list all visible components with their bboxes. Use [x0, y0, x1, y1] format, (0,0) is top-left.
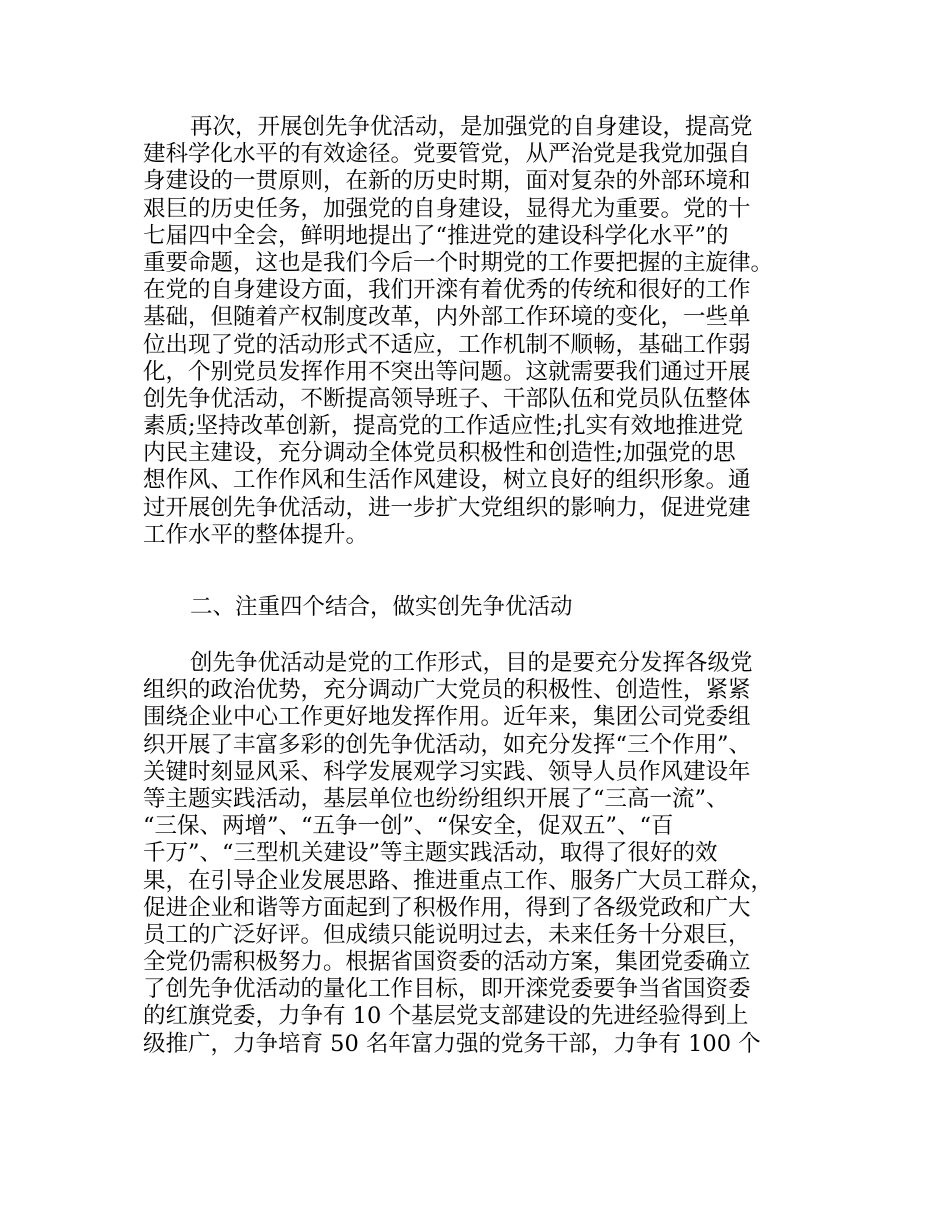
- paragraph-line: 创先争优活动，不断提高领导班子、干部队伍和党员队伍整体: [143, 385, 751, 412]
- section-heading-text: 二、注重四个结合，做实创先争优活动: [190, 594, 573, 620]
- paragraph-line: 再次，开展创先争优活动，是加强党的自身建设，提高党: [190, 114, 753, 140]
- paragraph-line: 在党的自身建设方面，我们开滦有着优秀的传统和很好的工作: [143, 277, 751, 304]
- paragraph-line: 工作水平的整体提升。: [143, 521, 369, 548]
- paragraph-line: 了创先争优活动的量化工作目标，即开滦党委要争当省国资委: [143, 976, 751, 1003]
- paragraph-line: 千万”、“三型机关建设”等主题实践活动，取得了很好的效: [143, 840, 718, 867]
- paragraph-line: 员工的广泛好评。但成绩只能说明过去，未来任务十分艰巨，: [143, 921, 751, 948]
- paragraph-line: 重要命题，这也是我们今后一个时期党的工作要把握的主旋律。: [143, 249, 774, 276]
- paragraph-line: 创先争优活动是党的工作形式，目的是要充分发挥各级党: [190, 650, 753, 676]
- paragraph-line: 素质;坚持改革创新，提高党的工作适应性;扎实有效地推进党: [143, 413, 744, 440]
- paragraph-line: 内民主建设，充分调动全体党员积极性和创造性;加强党的思: [143, 440, 736, 467]
- paragraph-line: 促进企业和谐等方面起到了积极作用，得到了各级党政和广大: [143, 894, 751, 921]
- section-heading: [143, 594, 823, 621]
- paragraph-line: 七届四中全会，鲜明地提出了“推进党的建设科学化水平”的: [143, 222, 729, 249]
- paragraph-1: [143, 114, 823, 549]
- paragraph-line: 基础，但随着产权制度改革，内外部工作环境的变化，一些单: [143, 304, 751, 331]
- paragraph-line: 等主题实践活动，基层单位也纷纷组织开展了“三高一流”、: [143, 785, 729, 812]
- paragraph-line: 级推广，力争培育 50 名年富力强的党务干部，力争有 100 个: [143, 1030, 761, 1057]
- paragraph-line: 想作风、工作作风和生活作风建设，树立良好的组织形象。通: [143, 467, 751, 494]
- paragraph-line: 艰巨的历史任务，加强党的自身建设，显得尤为重要。党的十: [143, 195, 751, 222]
- paragraph-line: 围绕企业中心工作更好地发挥作用。近年来，集团公司党委组: [143, 704, 751, 731]
- paragraph-line: 身建设的一贯原则，在新的历史时期，面对复杂的外部环境和: [143, 168, 751, 195]
- paragraph-2: [143, 650, 823, 1058]
- paragraph-line: 建科学化水平的有效途径。党要管党，从严治党是我党加强自: [143, 141, 751, 168]
- paragraph-line: 组织的政治优势，充分调动广大党员的积极性、创造性，紧紧: [143, 677, 751, 704]
- paragraph-line: 化，个别党员发挥作用不突出等问题。这就需要我们通过开展: [143, 358, 751, 385]
- paragraph-line: 全党仍需积极努力。根据省国资委的活动方案，集团党委确立: [143, 949, 751, 976]
- paragraph-line: 的红旗党委，力争有 10 个基层党支部建设的先进经验得到上: [143, 1003, 749, 1030]
- paragraph-line: 关键时刻显风采、科学发展观学习实践、领导人员作风建设年: [143, 758, 751, 785]
- paragraph-line: “三保、两增”、“五争一创”、“保安全，促双五”、“百: [143, 813, 674, 840]
- paragraph-line: 织开展了丰富多彩的创先争优活动，如充分发挥“三个作用”、: [143, 731, 752, 758]
- paragraph-line: 果，在引导企业发展思路、推进重点工作、服务广大员工群众，: [143, 867, 774, 894]
- paragraph-line: 过开展创先争优活动，进一步扩大党组织的影响力，促进党建: [143, 494, 751, 521]
- paragraph-line: 位出现了党的活动形式不适应，工作机制不顺畅，基础工作弱: [143, 331, 751, 358]
